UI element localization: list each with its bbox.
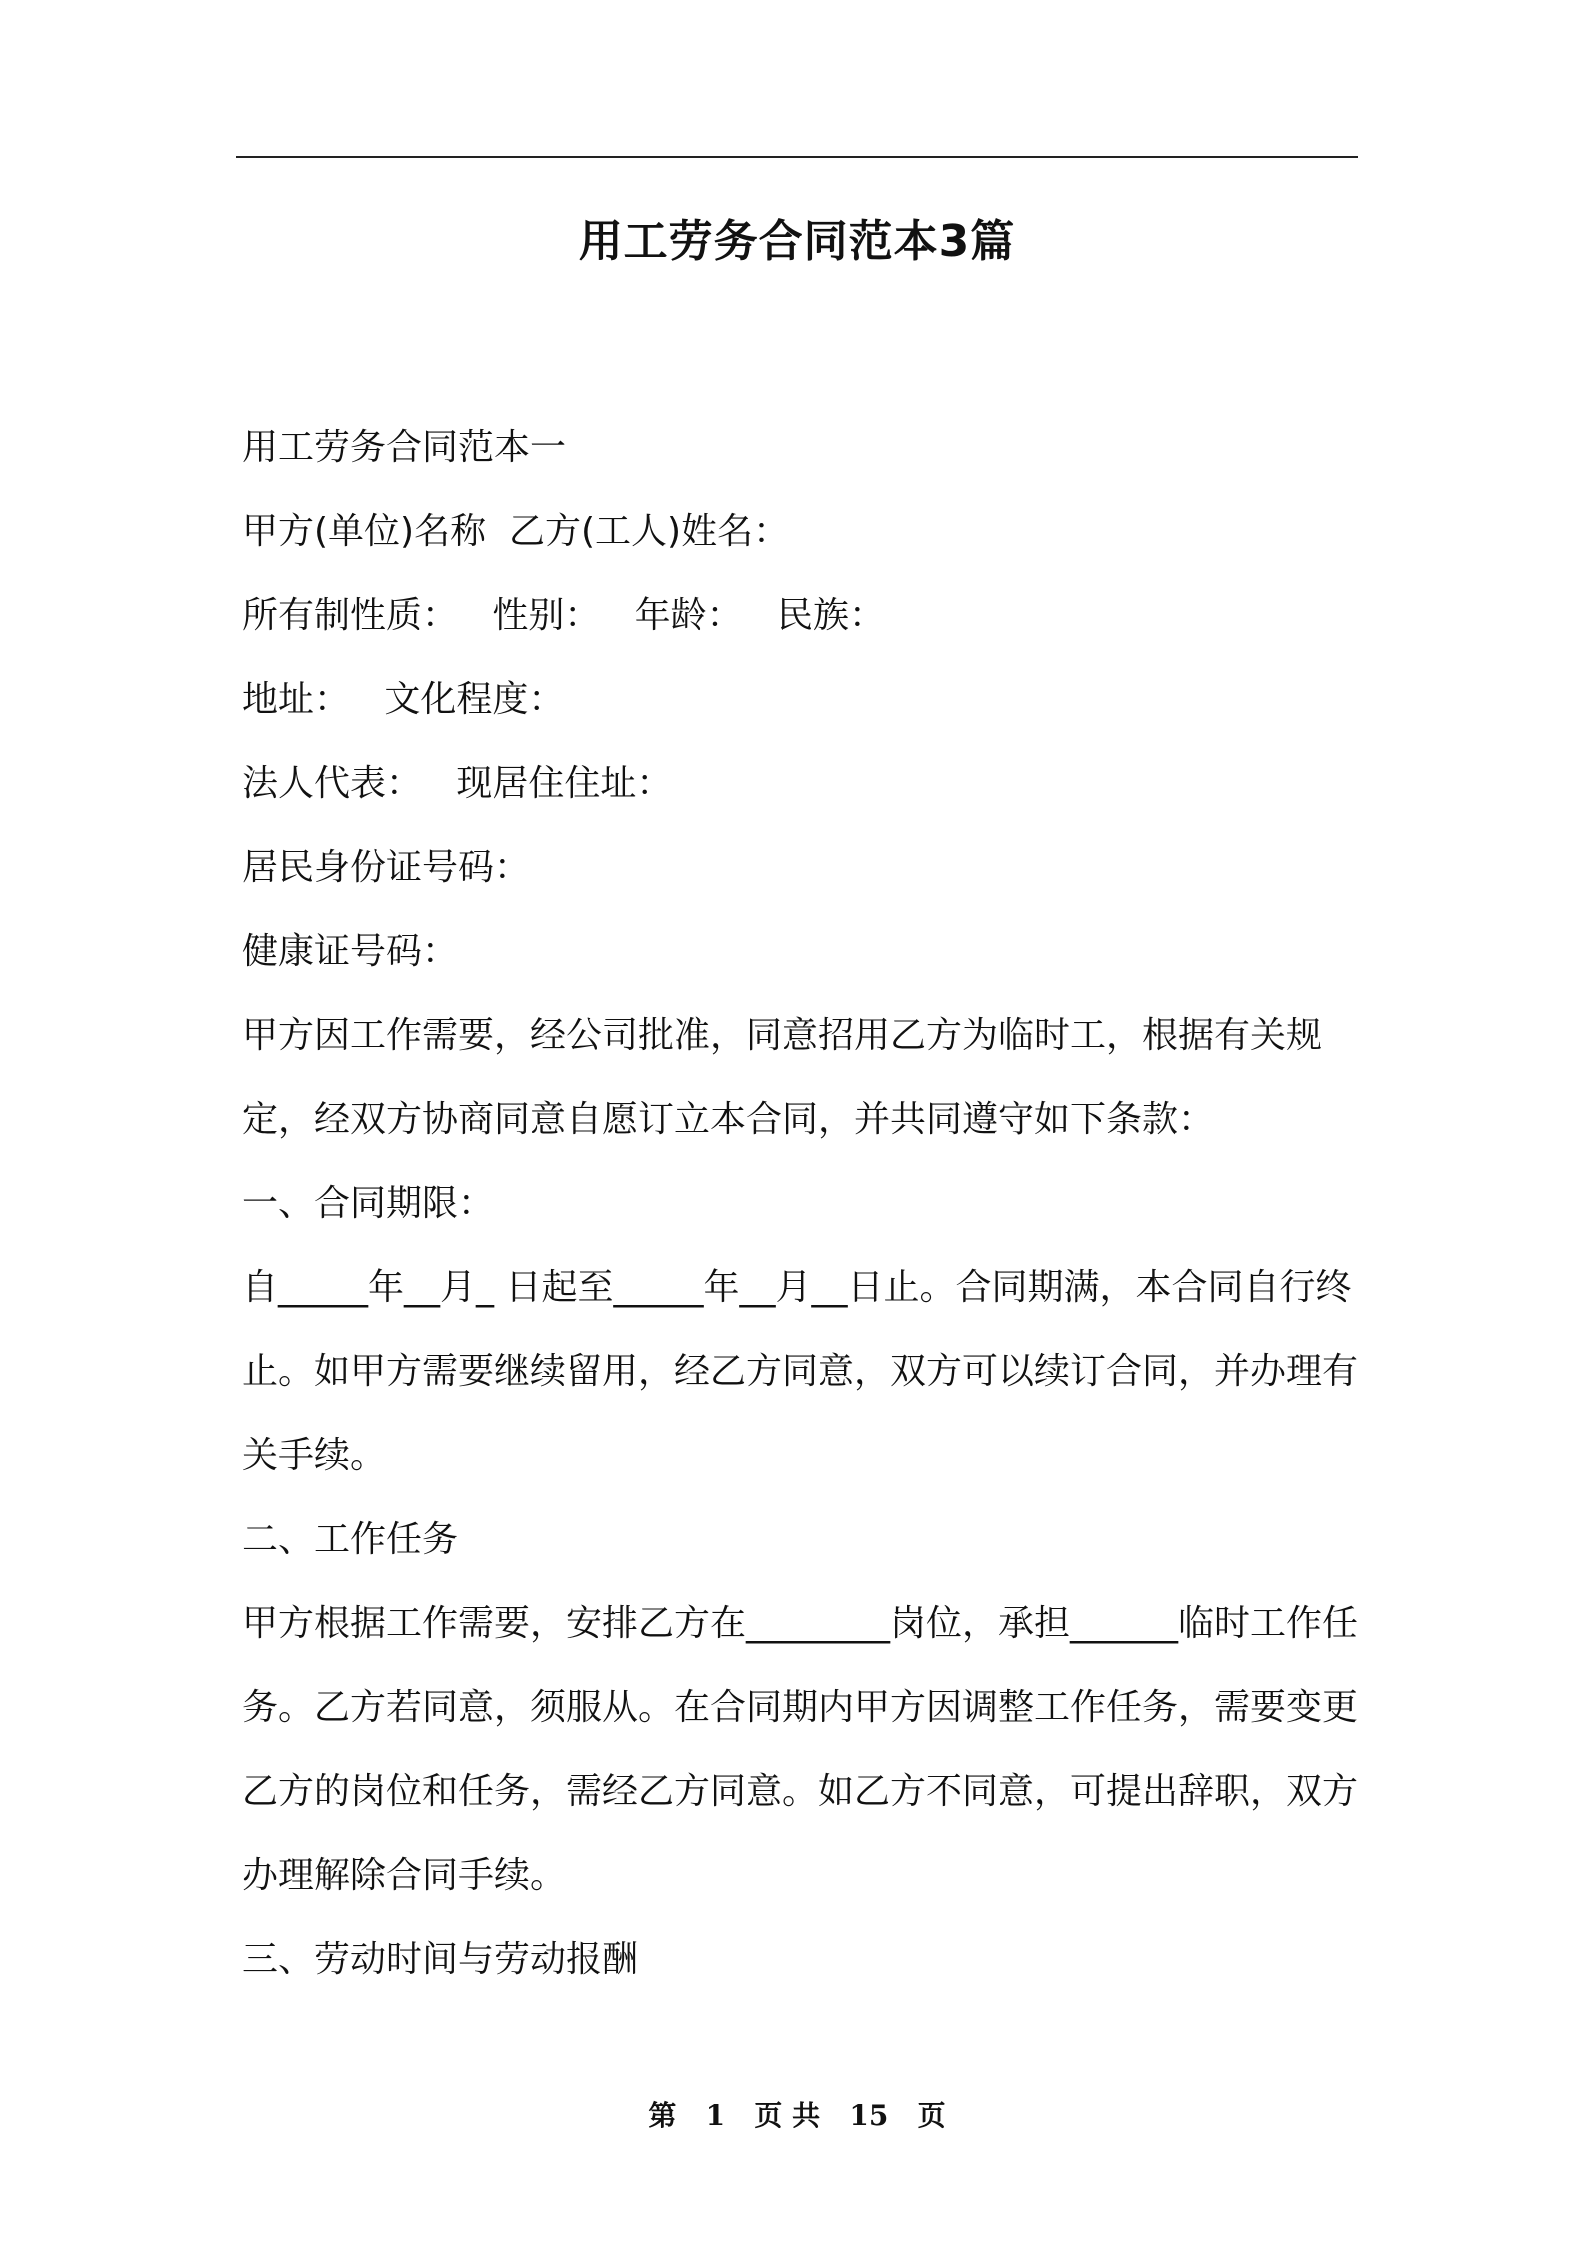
total-pages-number: 15 <box>849 2099 889 2132</box>
ownership-gender-age-line: 所有制性质： 性别： 年龄： 民族： <box>242 595 885 636</box>
party-names-line: 甲方(单位)名称 乙方(工人)姓名： <box>242 511 790 552</box>
clause-heading-term: 一、合同期限： <box>242 1183 495 1224</box>
clause-heading-work-tasks: 二、工作任务 <box>242 1519 459 1560</box>
legal-rep-residence-line: 法人代表： 现居住住址： <box>242 763 673 804</box>
id-number-line: 居民身份证号码： <box>242 847 531 888</box>
preamble-paragraph: 甲方因工作需要，经公司批准，同意招用乙方为临时工，根据有关规定，经双方协商同意自愿订立本合同，并共同遵守如下条款： <box>242 1015 1323 1140</box>
address-education-line: 地址： 文化程度： <box>242 679 565 720</box>
work-tasks-paragraph: 甲方根据工作需要，安排乙方在________岗位，承担______临时工作任务。乙方若同意，须服从。在合同期内甲方因调整工作任务，需要变更乙方的岗位和任务，需经乙方同意。如乙方不同意，可提出辞职，双方办理解除合同手续。 <box>242 1603 1359 1896</box>
page-suffix: 页 <box>917 2099 946 2132</box>
section-heading-contract-one: 用工劳务合同范本一 <box>242 427 567 468</box>
health-cert-line: 健康证号码： <box>242 931 459 972</box>
document-body <box>242 406 1358 2002</box>
header-rule <box>236 156 1358 158</box>
page-footer <box>236 2096 1358 2136</box>
document-title: 用工劳务合同范本3篇 <box>578 216 1016 267</box>
contract-term-paragraph: 自_____年__月_ 日起至_____年__月__日止。合同期满，本合同自行终止。如甲方需要继续留用，经乙方同意，双方可以续订合同，并办理有关手续。 <box>242 1267 1359 1476</box>
page-prefix: 第 <box>648 2099 677 2132</box>
current-page-number: 1 <box>705 2099 726 2132</box>
page-middle-text: 页 共 <box>754 2099 821 2132</box>
clause-heading-hours-pay: 三、劳动时间与劳动报酬 <box>242 1939 639 1980</box>
